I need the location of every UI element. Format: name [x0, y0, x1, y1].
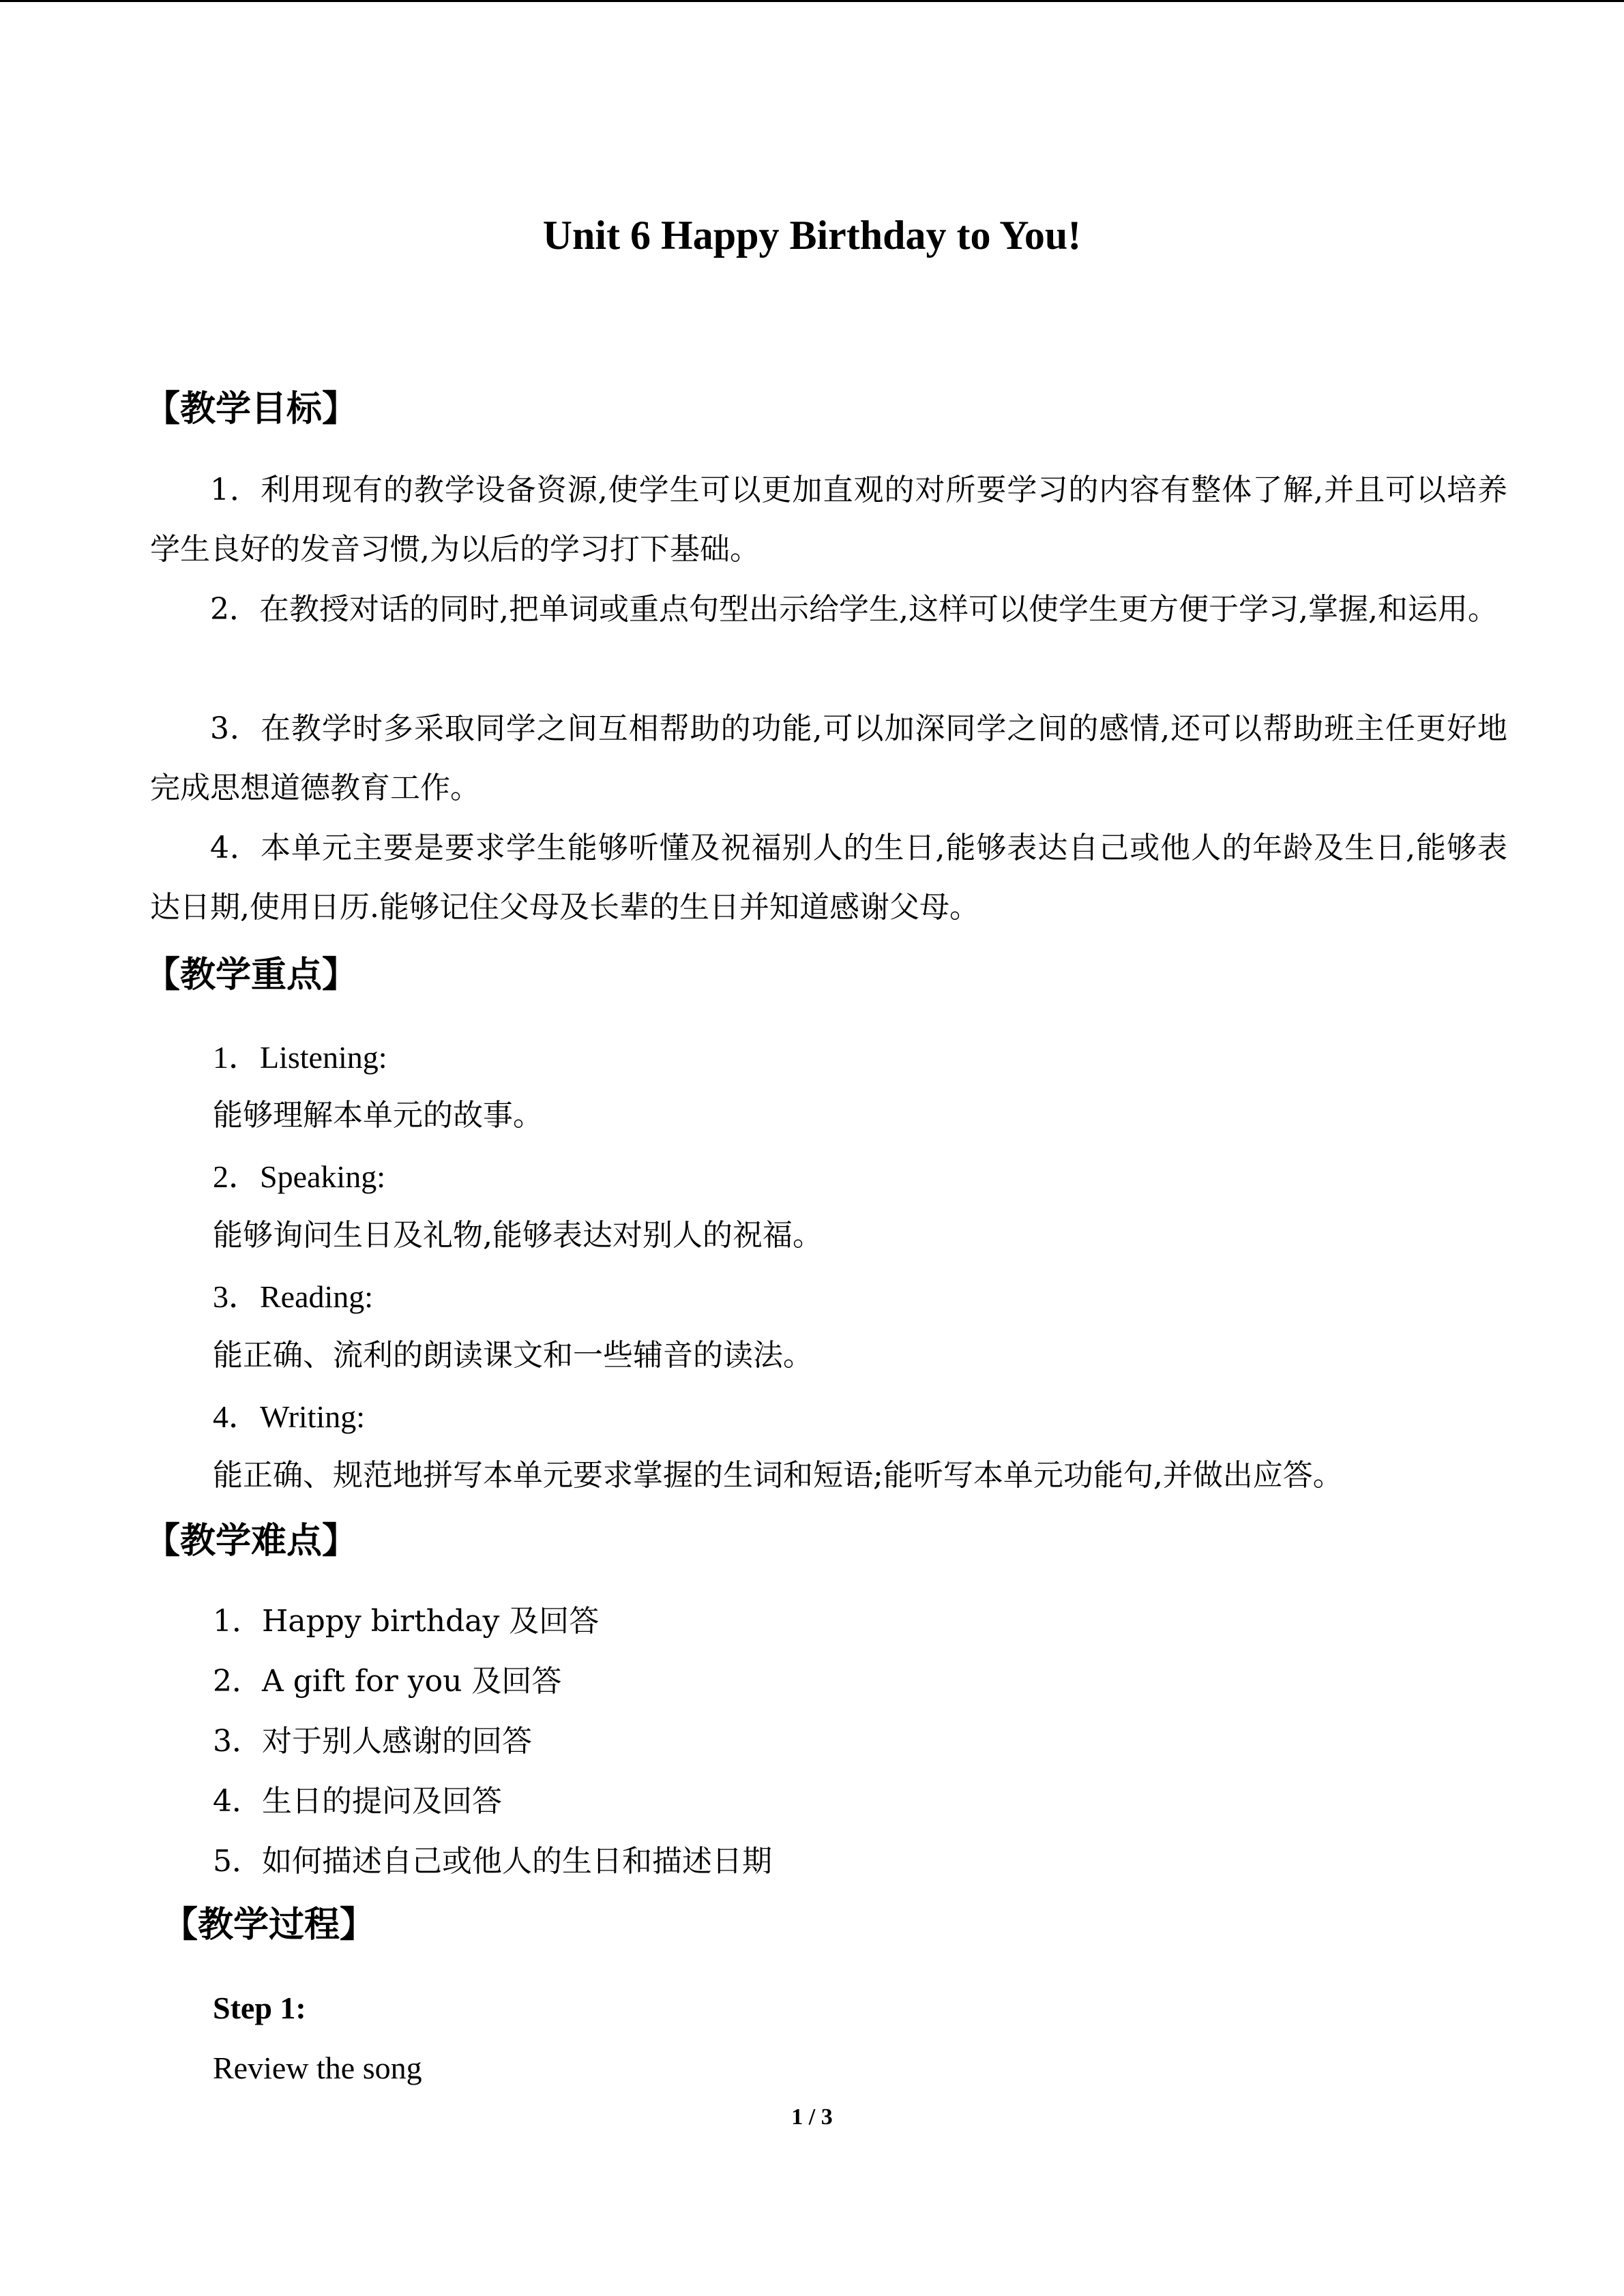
difficulty-item-3: 3．对于别人感谢的回答 — [213, 1724, 532, 1759]
difficulty-item-4: 4．生日的提问及回答 — [213, 1784, 502, 1819]
objective-item-1: 1．利用现有的教学设备资源,使学生可以更加直观的对所要学习的内容有整体了解,并且可以培养学生良好的发音习惯,为以后的学习打下基础。 — [150, 473, 1507, 567]
objective-item-2: 2．在教授对话的同时,把单词或重点句型出示给学生,这样可以使学生更方便于学习,掌握,和运用。 — [210, 592, 1498, 627]
top-border-line — [0, 0, 1624, 2]
objective-item-3: 3．在教学时多采取同学之间互相帮助的功能,可以加深同学之间的感情,还可以帮助班主任更好地完成思想道德教育工作。 — [150, 711, 1507, 805]
page-number: 1 / 3 — [791, 2104, 833, 2130]
step-1-text: Review the song — [213, 2051, 422, 2085]
key-point-label-writing: 4．Writing: — [213, 1399, 366, 1434]
key-point-label-speaking: 2．Speaking: — [213, 1159, 385, 1194]
difficulty-item-5: 5．如何描述自己或他人的生日和描述日期 — [213, 1844, 772, 1879]
difficulty-item-2: 2．A gift for you 及回答 — [213, 1664, 562, 1699]
key-point-label-reading: 3．Reading: — [213, 1279, 374, 1314]
objective-item-4: 4．本单元主要是要求学生能够听懂及祝福别人的生日,能够表达自己或他人的年龄及生日,能够表达日期,使用日历.能够记住父母及长辈的生日并知道感谢父母。 — [150, 831, 1507, 925]
key-point-label-listening: 1．Listening: — [213, 1040, 387, 1075]
key-point-text-speaking: 能够询问生日及礼物,能够表达对别人的祝福。 — [213, 1218, 823, 1253]
heading-difficulties: 【教学难点】 — [145, 1521, 358, 1562]
key-point-text-listening: 能够理解本单元的故事。 — [213, 1098, 543, 1133]
heading-teaching-objectives: 【教学目标】 — [145, 389, 358, 430]
heading-key-points: 【教学重点】 — [145, 955, 358, 996]
heading-teaching-process: 【教学过程】 — [162, 1905, 376, 1945]
key-point-text-reading: 能正确、流利的朗读课文和一些辅音的读法。 — [213, 1338, 813, 1373]
difficulty-item-1: 1．Happy birthday 及回答 — [213, 1604, 600, 1639]
document-title: Unit 6 Happy Birthday to You! — [542, 213, 1082, 258]
step-1-label: Step 1: — [213, 1991, 306, 2025]
key-point-text-writing: 能正确、规范地拼写本单元要求掌握的生词和短语;能听写本单元功能句,并做出应答。 — [213, 1458, 1343, 1493]
